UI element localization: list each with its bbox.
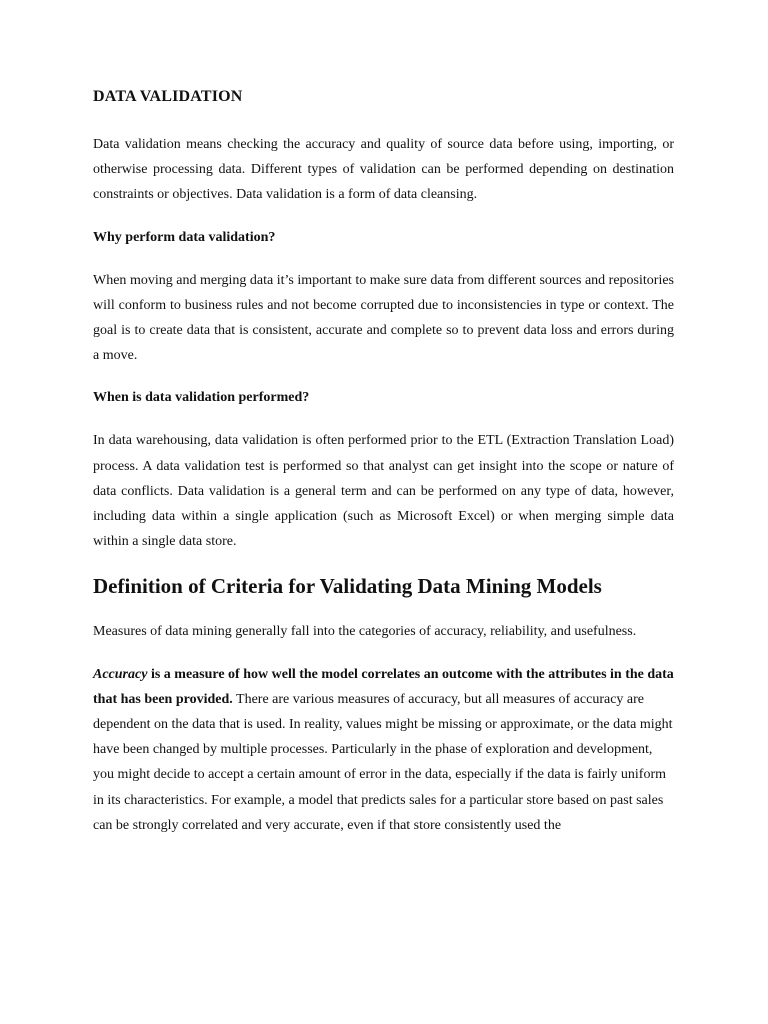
why-paragraph: When moving and merging data it’s important to make sure data from different sources and repositories will conform to business rules and not become corrupted due to inconsistencies in type or context. The goal is to create data that is consistent, accurate and complete so to prevent data loss and errors during a move.: [93, 272, 674, 364]
document-page: [93, 84, 674, 855]
when-paragraph: In data warehousing, data validation is often performed prior to the ETL (Extraction Translation Load) process. A data validation test is performed so that analyst can get insight into the scope or nature of data conflicts. Data validation is a general term and can be performed on any type of data, however, including data within a single application (such as Microsoft Excel) or when merging simple data within a single data store.: [93, 433, 674, 550]
accuracy-definition: is a measure of how well the model correlates an outcome with the attributes in the data that has been provided.: [93, 666, 674, 707]
why-heading: Why perform data validation?: [93, 229, 276, 245]
accuracy-body: There are various measures of accuracy, but all measures of accuracy are dependent on the data that is used. In reality, values might be missing or approximate, or the data might have been changed by multiple processes. Particularly in the phase of exploration and development, you might decide to accept a certain amount of error in the data, especially if the data is fairly uniform in its characteristics. For example, a model that predicts sales for a particular store based on past sales can be strongly correlated and very accurate, even if that store consistently used the: [93, 691, 673, 833]
section-heading: Definition of Criteria for Validating Data Mining Models: [93, 574, 602, 599]
accuracy-paragraph: [93, 662, 674, 838]
accuracy-term: Accuracy: [93, 666, 148, 682]
when-heading: When is data validation performed?: [93, 390, 310, 406]
measures-paragraph: Measures of data mining generally fall into the categories of accuracy, reliability, and usefulness.: [93, 624, 637, 640]
intro-paragraph: Data validation means checking the accuracy and quality of source data before using, importing, or otherwise processing data. Different types of validation can be performed depending on destination constraints or objectives. Data validation is a form of data cleansing.: [93, 137, 674, 203]
document-title: DATA VALIDATION: [93, 88, 243, 105]
